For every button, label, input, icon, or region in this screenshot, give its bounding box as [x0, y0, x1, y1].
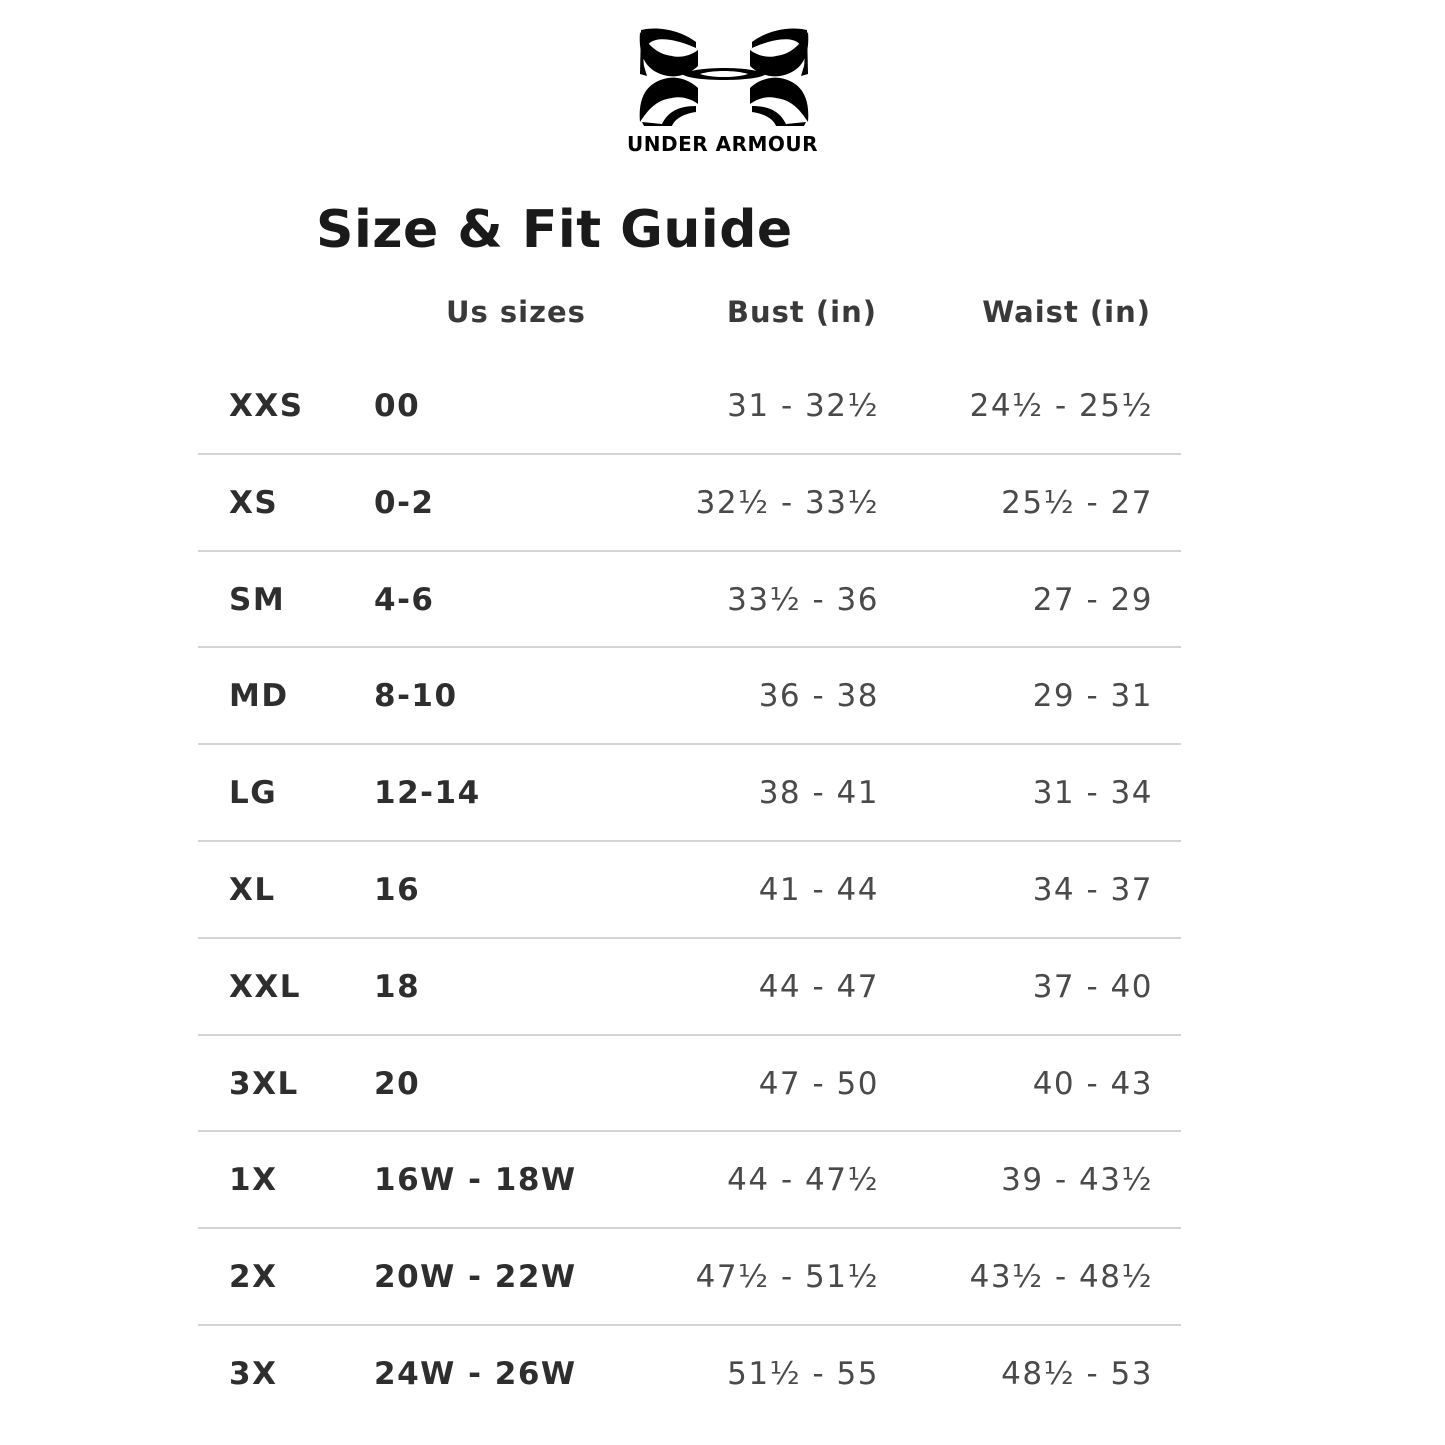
waist-value: 25½ - 27: [1001, 484, 1153, 521]
waist-value: 34 - 37: [1032, 871, 1153, 908]
bust-value: 47½ - 51½: [695, 1259, 879, 1296]
column-header-bust: Bust (in): [726, 295, 877, 329]
us-size-value: 16: [374, 871, 421, 908]
us-size-value: 12-14: [374, 775, 481, 812]
size-label: LG: [229, 775, 278, 812]
size-label: 3XL: [229, 1065, 299, 1102]
bust-value: 44 - 47½: [727, 1162, 879, 1199]
table-row: [198, 1036, 1181, 1133]
size-table: [198, 358, 1181, 1423]
size-label: SM: [229, 581, 286, 618]
table-row: [198, 648, 1181, 745]
bust-value: 47 - 50: [758, 1065, 879, 1102]
size-label: XL: [229, 871, 276, 908]
bust-value: 44 - 47: [758, 968, 879, 1005]
bust-value: 38 - 41: [758, 775, 879, 812]
column-header-us-sizes: Us sizes: [446, 295, 586, 329]
us-size-value: 20W - 22W: [374, 1259, 577, 1296]
waist-value: 43½ - 48½: [969, 1259, 1153, 1296]
size-label: 3X: [229, 1355, 278, 1392]
table-row: [198, 1326, 1181, 1423]
waist-value: 27 - 29: [1032, 581, 1153, 618]
column-header-waist: Waist (in): [982, 295, 1151, 329]
size-label: 1X: [229, 1162, 278, 1199]
us-size-value: 16W - 18W: [374, 1162, 577, 1199]
bust-value: 51½ - 55: [727, 1355, 879, 1392]
table-row: [198, 842, 1181, 939]
us-size-value: 18: [374, 968, 421, 1005]
size-label: XS: [229, 484, 279, 521]
page-title: Size & Fit Guide: [316, 200, 793, 260]
bust-value: 32½ - 33½: [695, 484, 879, 521]
bust-value: 41 - 44: [758, 871, 879, 908]
waist-value: 29 - 31: [1032, 678, 1153, 715]
table-row: [198, 1229, 1181, 1326]
us-size-value: 24W - 26W: [374, 1355, 577, 1392]
waist-value: 40 - 43: [1032, 1065, 1153, 1102]
waist-value: 48½ - 53: [1001, 1355, 1153, 1392]
table-row: [198, 745, 1181, 842]
us-size-value: 8-10: [374, 678, 458, 715]
size-label: 2X: [229, 1259, 278, 1296]
size-label: XXL: [229, 968, 302, 1005]
size-label: MD: [229, 678, 289, 715]
table-row: [198, 552, 1181, 649]
waist-value: 37 - 40: [1032, 968, 1153, 1005]
waist-value: 39 - 43½: [1001, 1162, 1153, 1199]
bust-value: 36 - 38: [758, 678, 879, 715]
table-row: [198, 1132, 1181, 1229]
table-row: [198, 455, 1181, 552]
waist-value: 24½ - 25½: [969, 388, 1153, 424]
waist-value: 31 - 34: [1032, 775, 1153, 812]
us-size-value: 4-6: [374, 581, 435, 618]
bust-value: 31 - 32½: [727, 388, 879, 424]
table-row: [198, 358, 1181, 455]
size-label: XXS: [229, 388, 304, 424]
bust-value: 33½ - 36: [727, 581, 879, 618]
brand-name: UNDER ARMOUR: [626, 132, 819, 156]
us-size-value: 0-2: [374, 484, 435, 521]
us-size-value: 00: [374, 388, 421, 424]
us-size-value: 20: [374, 1065, 421, 1102]
under-armour-logo-icon: [638, 26, 810, 128]
table-row: [198, 939, 1181, 1036]
